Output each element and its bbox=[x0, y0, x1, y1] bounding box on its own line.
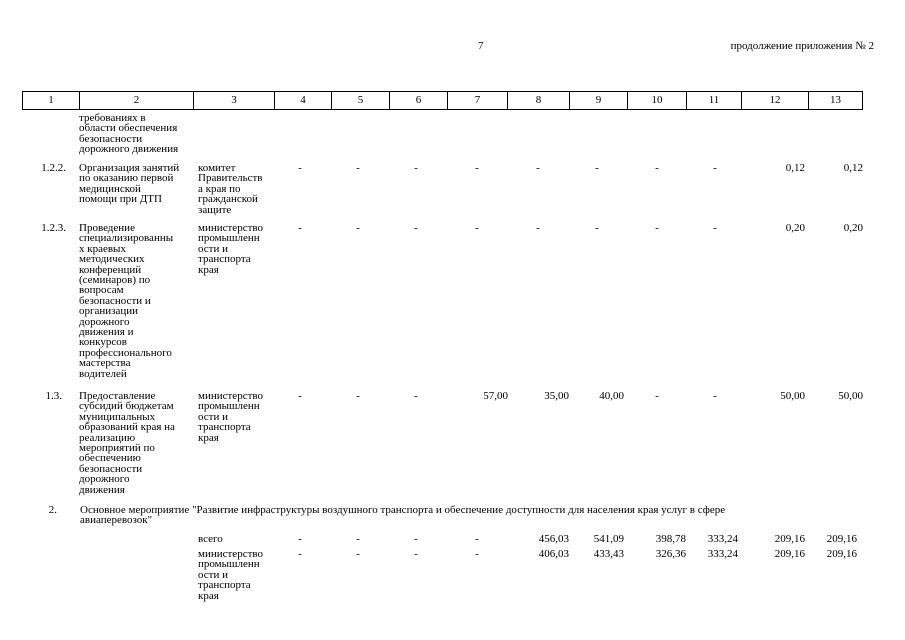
cell-value: 456,03 bbox=[538, 533, 569, 545]
column-header: 2 bbox=[79, 91, 194, 110]
cell-value: - bbox=[655, 162, 659, 174]
cell-value: - bbox=[475, 162, 479, 174]
cell-value: - bbox=[356, 390, 360, 402]
cell-value: 0,12 bbox=[785, 162, 805, 174]
row-name: Предоставление субсидий бюджетам муниципальных образований края на реализацию мероприятий по обеспечению безопасности дорожного движения bbox=[79, 390, 175, 496]
cell-value: - bbox=[713, 162, 717, 174]
cell-value: - bbox=[414, 162, 418, 174]
cell-value: - bbox=[298, 533, 302, 545]
column-header: 9 bbox=[569, 91, 628, 110]
row-id: 1.3. bbox=[45, 390, 62, 402]
column-header: 13 bbox=[808, 91, 863, 110]
cell-value: - bbox=[298, 162, 302, 174]
table-header bbox=[22, 91, 863, 111]
column-header: 5 bbox=[331, 91, 390, 110]
cell-value: - bbox=[414, 390, 418, 402]
column-header: 1 bbox=[22, 91, 80, 110]
cell-value: 40,00 bbox=[599, 390, 624, 402]
cell-value: - bbox=[536, 162, 540, 174]
row-name: требованиях в области обеспечения безопасности дорожного движения bbox=[79, 112, 179, 156]
cell-value: - bbox=[655, 222, 659, 234]
row-id: 1.2.3. bbox=[41, 222, 66, 234]
cell-value: 406,03 bbox=[538, 548, 569, 560]
cell-value: 209,16 bbox=[774, 548, 805, 560]
page-number: 7 bbox=[478, 40, 484, 52]
cell-value: - bbox=[356, 162, 360, 174]
cell-value: - bbox=[475, 533, 479, 545]
cell-value: - bbox=[595, 222, 599, 234]
cell-value: - bbox=[356, 533, 360, 545]
column-header: 11 bbox=[686, 91, 742, 110]
row-name: Организация занятий по оказанию первой медицинской помощи при ДТП bbox=[79, 162, 180, 206]
cell-value: - bbox=[298, 222, 302, 234]
column-header: 3 bbox=[193, 91, 275, 110]
cell-value: - bbox=[536, 222, 540, 234]
cell-value: - bbox=[356, 548, 360, 560]
cell-value: - bbox=[414, 533, 418, 545]
cell-value: 209,16 bbox=[826, 548, 857, 560]
cell-value: - bbox=[414, 548, 418, 560]
section-title: Основное мероприятие "Развитие инфраструктуры воздушного транспорта и обеспечение доступности для населения края услуг в сфере авиаперевозок" bbox=[80, 504, 726, 527]
row-executor: всего bbox=[198, 533, 223, 545]
appendix-note: продолжение приложения № 2 bbox=[730, 40, 874, 52]
cell-value: - bbox=[356, 222, 360, 234]
cell-value: 57,00 bbox=[483, 390, 508, 402]
cell-value: - bbox=[414, 222, 418, 234]
row-name: Проведение специализированны х краевых методических конференций (семинаров) по вопросам безопасности и организации дорожного движения и конкурсов профессионального мастерства водителей bbox=[79, 222, 174, 380]
cell-value: 50,00 bbox=[780, 390, 805, 402]
row-id: 1.2.2. bbox=[41, 162, 66, 174]
cell-value: - bbox=[298, 390, 302, 402]
cell-value: 209,16 bbox=[826, 533, 857, 545]
cell-value: 0,20 bbox=[785, 222, 805, 234]
cell-value: - bbox=[475, 222, 479, 234]
cell-value: - bbox=[298, 548, 302, 560]
row-executor: министерство промышленн ости и транспорта края bbox=[198, 390, 264, 444]
section-id: 2. bbox=[48, 504, 57, 516]
column-header: 8 bbox=[507, 91, 570, 110]
column-header: 10 bbox=[627, 91, 687, 110]
cell-value: 50,00 bbox=[838, 390, 863, 402]
row-executor: комитет Правительств а края по гражданской защите bbox=[198, 162, 263, 216]
cell-value: 333,24 bbox=[707, 548, 738, 560]
cell-value: 333,24 bbox=[707, 533, 738, 545]
row-executor: министерство промышленн ости и транспорта края bbox=[198, 548, 264, 602]
cell-value: 0,12 bbox=[843, 162, 863, 174]
column-header: 12 bbox=[741, 91, 809, 110]
cell-value: - bbox=[655, 390, 659, 402]
column-header: 6 bbox=[389, 91, 448, 110]
cell-value: 209,16 bbox=[774, 533, 805, 545]
column-header: 4 bbox=[274, 91, 332, 110]
cell-value: 541,09 bbox=[593, 533, 624, 545]
cell-value: - bbox=[713, 390, 717, 402]
row-executor: министерство промышленн ости и транспорта края bbox=[198, 222, 264, 276]
cell-value: 35,00 bbox=[544, 390, 569, 402]
cell-value: 433,43 bbox=[593, 548, 624, 560]
cell-value: - bbox=[713, 222, 717, 234]
column-header: 7 bbox=[447, 91, 508, 110]
cell-value: 0,20 bbox=[843, 222, 863, 234]
cell-value: 326,36 bbox=[655, 548, 686, 560]
cell-value: - bbox=[475, 548, 479, 560]
cell-value: - bbox=[595, 162, 599, 174]
cell-value: 398,78 bbox=[655, 533, 686, 545]
